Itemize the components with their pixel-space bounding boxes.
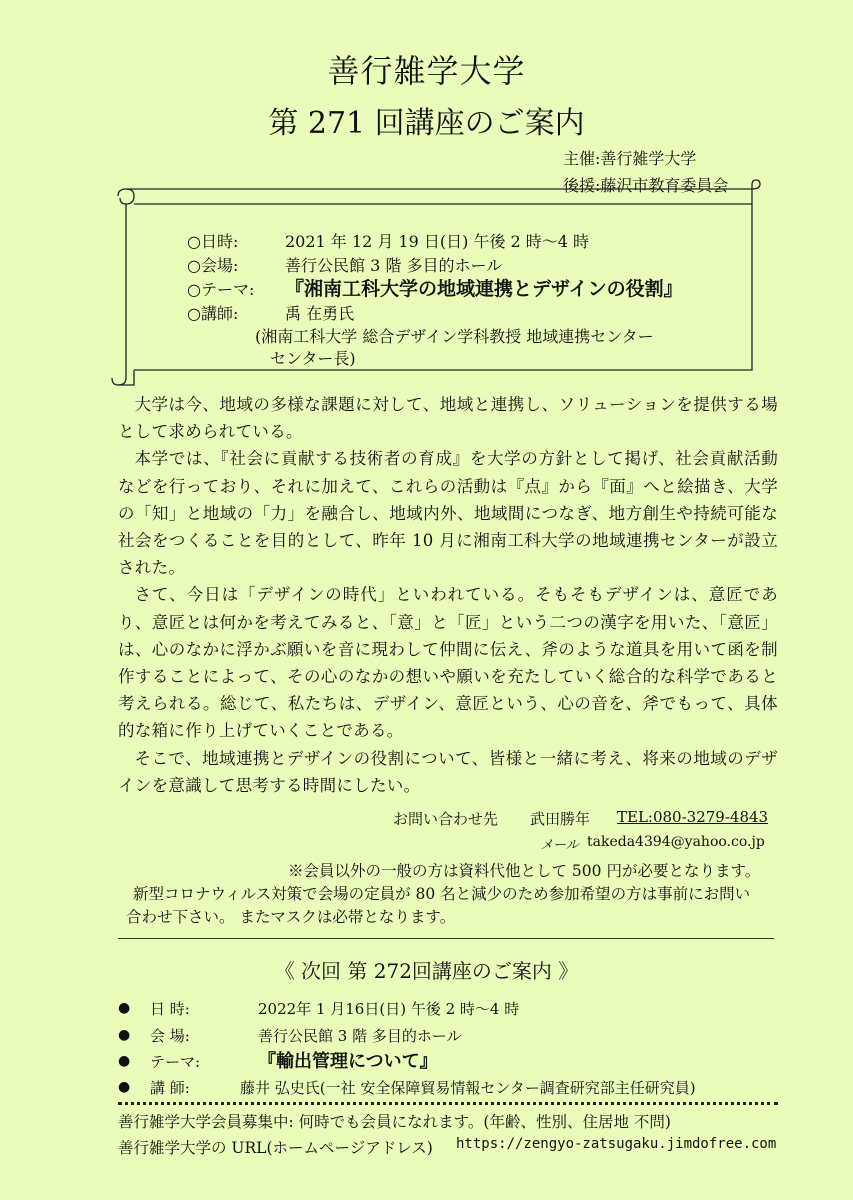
next-lecturer-label: 講 師: xyxy=(150,1079,190,1097)
theme-value: 『湘南工科大学の地域連携とデザインの役割』 xyxy=(285,278,683,300)
covid-notice: 新型コロナウィルス対策で会場の定員が 80 名と減少のため参加希望の方は事前にお問い xyxy=(133,885,751,903)
bullet-icon: ● xyxy=(118,1053,131,1069)
next-theme-label: テーマ: xyxy=(150,1053,201,1071)
lecturer-affiliation-cont: センター長) xyxy=(270,349,356,368)
lecturer-affiliation: (湘南工科大学 総合デザイン学科教授 地域連携センター xyxy=(255,327,654,346)
divider xyxy=(118,938,774,939)
contact-tel: TEL:080-3279-4843 xyxy=(617,808,769,826)
bullet-icon: ● xyxy=(118,1079,131,1095)
fee-notice: ※会員以外の一般の方は資料代他として 500 円が必要となります。 xyxy=(288,862,761,880)
next-venue-label: 会 場: xyxy=(150,1027,190,1045)
support-text: 後援:藤沢市教育委員会 xyxy=(563,176,729,195)
contact-email[interactable]: takeda4394@yahoo.co.jp xyxy=(587,834,765,850)
lecture-title: 第 271 回講座のご案内 xyxy=(268,106,585,141)
next-lecture-title: 《 次回 第 272回講座のご案内 》 xyxy=(274,959,579,983)
host-text: 主催:善行雑学大学 xyxy=(563,149,697,168)
next-theme-value: 『輸出管理について』 xyxy=(258,1051,438,1072)
covid-notice-cont: 合わせ下さい。 またマスクは必帯となります。 xyxy=(126,908,456,926)
lecturer-label: ○講師: xyxy=(187,304,239,323)
bullet-icon: ● xyxy=(118,1000,131,1016)
bullet-icon: ● xyxy=(118,1027,131,1043)
contact-label: お問い合わせ先 xyxy=(393,810,499,828)
body-text xyxy=(118,391,778,799)
dotted-divider xyxy=(118,1102,778,1105)
next-lecturer-value: 藤井 弘史氏(一社 安全保障貿易情報センター調査研究部主任研究員) xyxy=(240,1079,696,1097)
homepage-link[interactable]: https://zengyo-zatsugaku.jimdofree.com xyxy=(456,1136,777,1152)
next-date-label: 日 時: xyxy=(150,1000,190,1018)
mail-label: メール xyxy=(540,838,579,853)
date-value: 2021 年 12 月 19 日(日) 午後 2 時〜4 時 xyxy=(285,232,590,251)
date-label: ○日時: xyxy=(187,232,239,251)
paragraph-2: 本学では、『社会に貢献する技術者の育成』を大学の方針として掲げ、社会貢献活動などを行っており、それに加えて、これらの活動は『点』から『面』へと絵描き、大学の「知」と地域の「力」を融合し、地域内外、地域間につなぎ、地方創生や持続可能な社会をつくることを目的として、昨年 10 月に湘南工科大学の地域連携センターが設立された。 xyxy=(118,449,778,578)
venue-value: 善行公民館 3 階 多目的ホール xyxy=(285,256,503,275)
next-venue-value: 善行公民館 3 階 多目的ホール xyxy=(258,1027,462,1045)
venue-label: ○会場: xyxy=(187,256,239,275)
recruit-text: 善行雑学大学会員募集中: 何時でも会員になれます。(年齢、性別、住居地 不問) xyxy=(118,1113,671,1131)
contact-name: 武田勝年 xyxy=(530,810,591,828)
url-label: 善行雑学大学の URL(ホームページアドレス) xyxy=(118,1139,433,1157)
next-date-value: 2022年 1 月16日(日) 午後 2 時〜4 時 xyxy=(258,1000,520,1018)
paragraph-3: さて、今日は「デザインの時代」といわれている。そもそもデザインは、意匠であり、意匠とは何かを考えてみると、「意」と「匠」という二つの漢字を用いた、「意匠」は、心のなかに浮かぶ願いを音に現わして仲間に伝え、斧のような道具を用いて函を制作することによって、その心のなかの想いや願いを充たしていく総合的な科学であると考えられる。総じて、私たちは、デザイン、意匠という、心の音を、斧でもって、具体的な箱に作り上げていくことである。 xyxy=(118,585,778,741)
paragraph-1: 大学は今、地域の多様な課題に対して、地域と連携し、ソリューションを提供する場として求められている。 xyxy=(118,395,778,442)
paragraph-4: そこで、地域連携とデザインの役割について、皆様と一緒に考え、将来の地域のデザインを意識して思考する時間にしたい。 xyxy=(118,748,778,795)
lecturer-name: 禹 在勇氏 xyxy=(285,304,355,323)
org-title: 善行雑学大学 xyxy=(327,52,526,90)
theme-label: ○テーマ: xyxy=(187,280,255,299)
